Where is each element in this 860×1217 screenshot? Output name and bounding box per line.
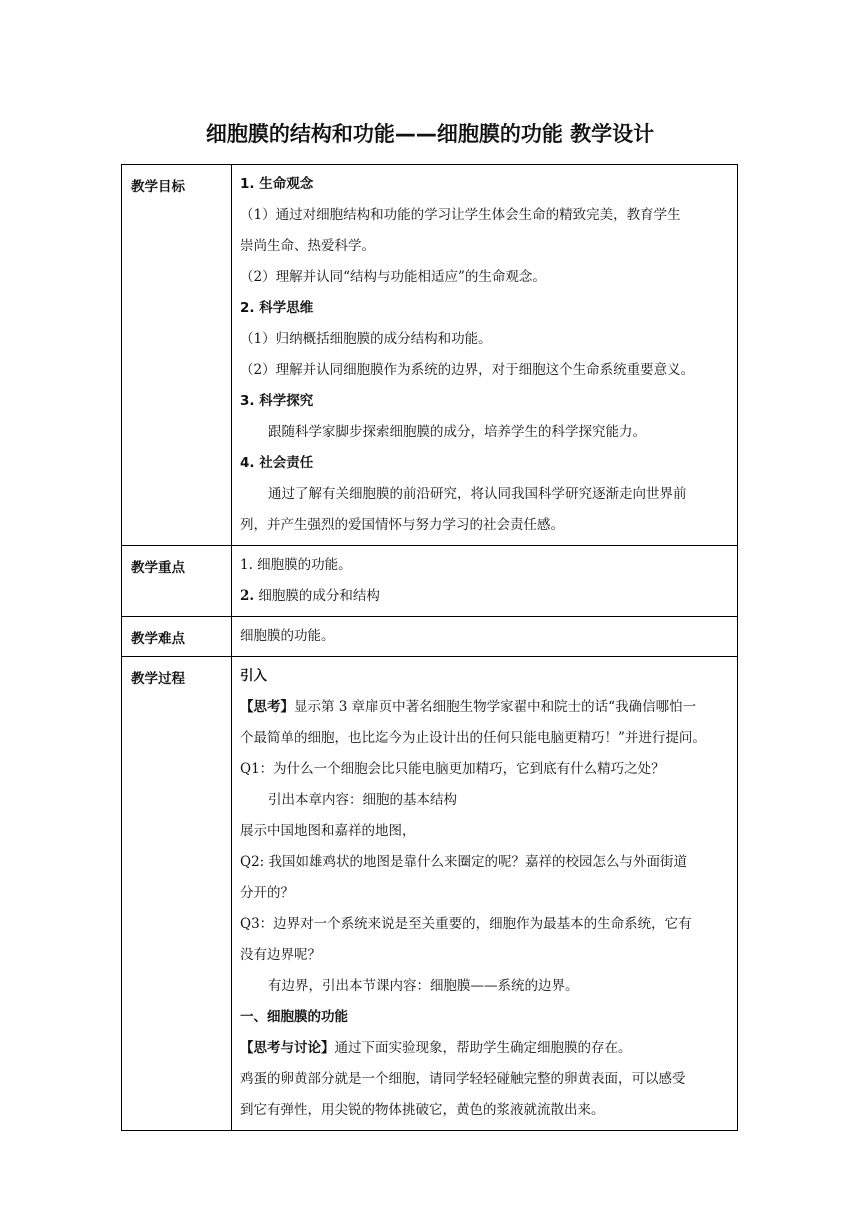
process-text: 有边界，引出本节课内容：细胞膜——系统的边界。	[268, 978, 579, 994]
process-intro-heading: 引入	[240, 668, 267, 684]
difficulty-item: 细胞膜的功能。	[240, 628, 335, 644]
lesson-plan-table	[121, 164, 738, 1131]
process-text: 到它有弹性，用尖锐的物体挑破它，黄色的浆液就流散出来。	[240, 1102, 605, 1118]
document-title: 细胞膜的结构和功能——细胞膜的功能 教学设计	[205, 122, 655, 146]
question-q2: 分开的？	[240, 885, 294, 901]
row-difficulty	[122, 617, 738, 657]
section-heading: 一、细胞膜的功能	[240, 1009, 348, 1025]
objective-text: 通过了解有关细胞膜的前沿研究，将认同我国科学研究逐渐走向世界前	[268, 486, 687, 502]
objective-text: （1）归纳概括细胞膜的成分结构和功能。	[240, 331, 492, 347]
process-text: 个最简单的细胞，也比迄今为止设计出的任何只能电脑更精巧！”并进行提问。	[240, 730, 706, 746]
row-label-keypoints: 教学重点	[122, 546, 232, 617]
objective-text: 崇尚生命、热爱科学。	[240, 238, 375, 254]
process-text: 鸡蛋的卵黄部分就是一个细胞，请同学轻轻碰触完整的卵黄表面，可以感受	[240, 1071, 686, 1087]
discussion-tag: 【思考与讨论】	[240, 1040, 335, 1056]
row-keypoints	[122, 546, 738, 617]
think-tag: 【思考】	[240, 699, 294, 715]
process-text: 引出本章内容：细胞的基本结构	[268, 792, 457, 808]
question-q3: Q3：边界对一个系统来说是至关重要的，细胞作为最基本的生命系统，它有	[240, 916, 692, 932]
row-label-difficulty: 教学难点	[122, 617, 232, 657]
keypoint-number: 2.	[240, 588, 255, 604]
keypoint-text: 细胞膜的成分和结构	[254, 588, 380, 604]
question-q2: Q2: 我国如雄鸡状的地图是靠什么来圈定的呢？嘉祥的校园怎么与外面街道	[240, 854, 687, 870]
objective-heading-2: 2. 科学思维	[240, 300, 314, 316]
objective-heading-1: 1. 生命观念	[240, 176, 314, 192]
process-text	[240, 692, 733, 723]
objective-text: （2）理解并认同“结构与功能相适应”的生命观念。	[240, 269, 546, 285]
question-q3: 没有边界呢？	[240, 947, 321, 963]
objective-text: 跟随科学家脚步探索细胞膜的成分，培养学生的科学探究能力。	[268, 424, 646, 440]
row-label-process: 教学过程	[122, 657, 232, 1131]
question-q1: Q1：为什么一个细胞会比只能电脑更加精巧，它到底有什么精巧之处？	[240, 761, 665, 777]
objective-heading-4: 4. 社会责任	[240, 455, 314, 471]
objectives-content	[232, 165, 738, 546]
objective-text: （2）理解并认同细胞膜作为系统的边界，对于细胞这个生命系统重要意义。	[240, 362, 695, 378]
process-content	[232, 657, 738, 1131]
objective-text: （1）通过对细胞结构和功能的学习让学生体会生命的精致完美，教育学生	[240, 207, 681, 223]
keypoint-item: 1. 细胞膜的功能。	[240, 557, 352, 573]
objective-heading-3: 3. 科学探究	[240, 393, 314, 409]
row-objectives	[122, 165, 738, 546]
difficulty-content	[232, 617, 738, 657]
discussion-text: 通过下面实验现象，帮助学生确定细胞膜的存在。	[334, 1040, 632, 1056]
think-text: 显示第 3 章扉页中著名细胞生物学家翟中和院士的话“我确信哪怕一	[294, 699, 697, 715]
process-text	[240, 1033, 733, 1064]
row-process	[122, 657, 738, 1131]
row-label-objectives: 教学目标	[122, 165, 232, 546]
objective-text: 列，并产生强烈的爱国情怀与努力学习的社会责任感。	[240, 517, 564, 533]
keypoints-content	[232, 546, 738, 617]
keypoint-item	[240, 581, 733, 612]
process-text: 展示中国地图和嘉祥的地图，	[240, 823, 416, 839]
